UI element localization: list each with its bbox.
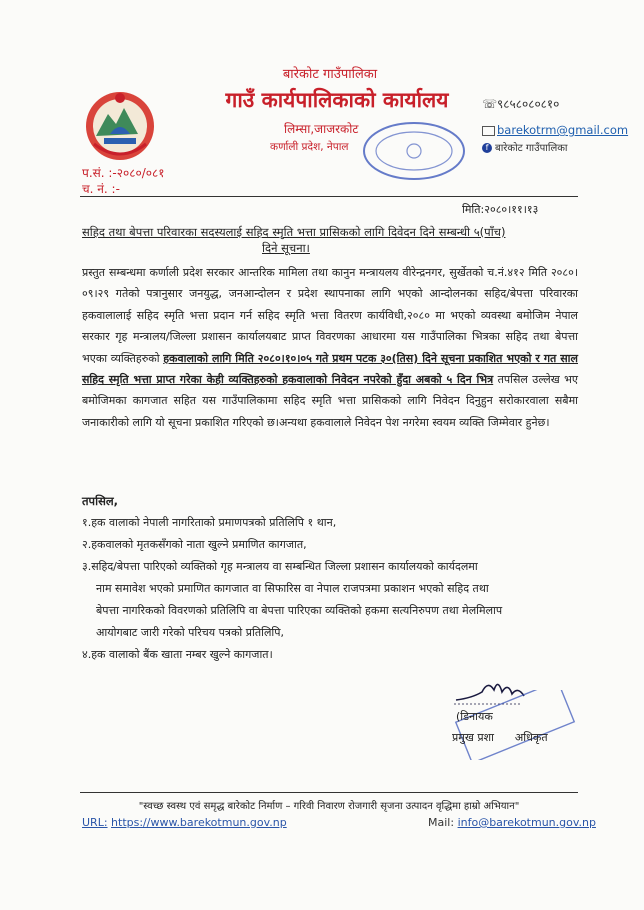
dispatch-number: च. नं. :- (82, 182, 120, 196)
list-item: १.हक वालाको नेपाली नागरिताको प्रमाणपत्रको प्रतिलिपि १ थान, (82, 516, 337, 529)
letter-date: मिति:२०८०।११।१३ (462, 203, 539, 216)
email-link[interactable] (482, 123, 628, 137)
body-part-1: प्रस्तुत सम्बन्धमा कर्णाली प्रदेश सरकार आन्तरिक मामिला तथा कानुन मन्त्रायलय वीरेन्द्रनगर, सुर्खेतको च.नं.४१२ मिति २०८०।०९।२९ गतेको पत्रानुसार जनयुद्ध, जनआन्दोलन र प्रदेश स्थापनाका लागि भएको आन्दोलनका सहिद/बेपत्ता परिवारका हकवालालाई सहिद स्मृति भत्ता प्रदान गर्न सहिद स्मृति भत्ता वितरण कार्यविधी,२०८० मा भएको व्यवस्था बमोजिम नेपाल सरकार गृह मन्त्रालय/जिल्ला प्रशासन कार्यालयबाट प्राप्त विवरणका आधारमा यस गाउँपालिका भित्रका सहिद तथा बेपत्ता भएका व्यक्तिहरुको (82, 266, 578, 365)
office-address: लिम्सा,जाजरकोट (284, 122, 359, 136)
mail-label: Mail: (428, 816, 455, 829)
office-seal-stamp (358, 118, 470, 184)
mail-link[interactable] (428, 816, 596, 829)
signatory-title-start: प्रमुख प्रशा (452, 731, 494, 744)
mail-icon (482, 126, 495, 136)
subject-line-2: दिने सूचना। (262, 241, 310, 255)
body-underlined: हकवालाको लागि मिति २०८०।१०।०५ गते प्रथम पटक ३०(तिस) दिने सूचना प्रकाशित भएको र गत साल सहिद स्मृति भत्ता प्राप्त गरेका केही व्यक्तिहरुको हकवालाको निवेदन नपरेको हुँदा अबको ५ दिन भित्र (82, 351, 578, 387)
phone-number: ☏९८५८०८०८१० (482, 97, 560, 111)
office-province: कर्णाली प्रदेश, नेपाल (270, 141, 349, 153)
list-item: बेपत्ता नागरिकको विवरणको प्रतिलिपि वा बेपत्ता पारिएका व्यक्तिको हकमा सत्यनिरुपण तथा मेलमिलाप (96, 604, 503, 617)
footer-slogan: "स्वच्छ स्वस्थ एवं समृद्ध बारेकोट निर्माण – गरिवी निवारण रोजगारी सृजना उत्पादन वृद्धिमा हाम्रो अभियान" (138, 801, 520, 812)
url-label: URL: (82, 816, 108, 829)
website-link[interactable] (82, 816, 287, 829)
list-item: ४.हक वालाको बैंक खाता नम्बर खुल्ने कागजात। (82, 648, 273, 661)
office-title: गाउँ कार्यपालिकाको कार्यालय (225, 88, 449, 112)
signatory-name: (डिनायक (456, 710, 493, 723)
list-item: आयोगबाट जारी गरेको परिचय पत्रको प्रतिलिपि, (96, 626, 285, 639)
facebook-text: बारेकोट गाउँपालिका (495, 143, 568, 154)
reference-number: प.सं. :-२०८०/०८१ (82, 166, 165, 180)
body-part-2: तपसिल उल्लेख भए बमोजिमका कागजात सहित यस गाउँपालिकामा सहिद स्मृति भत्ता प्रासिकको लागि निवेदन दिनुहुन सरोकारवाला सबैमा जनाकारीको लागि यो सूचना प्रकाशित गरिएको छ।अन्यथा हकवालाले निवेदन पेश नगरेमा स्वयम व्यक्ति जिम्मेवार हुनेछ। (82, 373, 578, 429)
municipality-name: बारेकोट गाउँपालिका (282, 67, 378, 82)
email-text: barekotrm@gmail.com (497, 123, 629, 137)
list-item: २.हकवालको मृतकसँगको नाता खुल्ने प्रमाणित कागजात, (82, 538, 307, 551)
facebook-icon: f (482, 143, 492, 153)
requirements-list (82, 512, 578, 666)
header-divider (80, 196, 578, 197)
footer-divider (80, 792, 578, 793)
url-text: https://www.barekotmun.gov.np (111, 816, 287, 829)
letter-body (82, 262, 578, 433)
mail-text: info@barekotmun.gov.np (457, 816, 596, 829)
list-item: नाम समावेश भएको प्रमाणित कागजात वा सिफारिस वा नेपाल राजपत्रमा प्रकाशन भएको सहिद तथा (96, 582, 489, 595)
facebook-link[interactable] (482, 140, 568, 154)
subject-line: सहिद तथा बेपत्ता परिवारका सदस्यलाई सहिद स्मृति भत्ता प्रासिकको लागि दिवेदन दिने सम्बन्धी ५(पाँच) (82, 225, 506, 239)
list-item: ३.सहिद/बेपत्ता पारिएको व्यक्तिको गृह मन्त्रालय वा सम्बन्धित जिल्ला प्रशासन कार्यालयको कार्यदलमा (82, 560, 478, 573)
signatory-title-end: अधिकृत (514, 731, 548, 744)
tapasil-heading: तपसिल, (82, 494, 119, 508)
signatory-title (452, 730, 548, 745)
officer-stamp (452, 690, 582, 760)
